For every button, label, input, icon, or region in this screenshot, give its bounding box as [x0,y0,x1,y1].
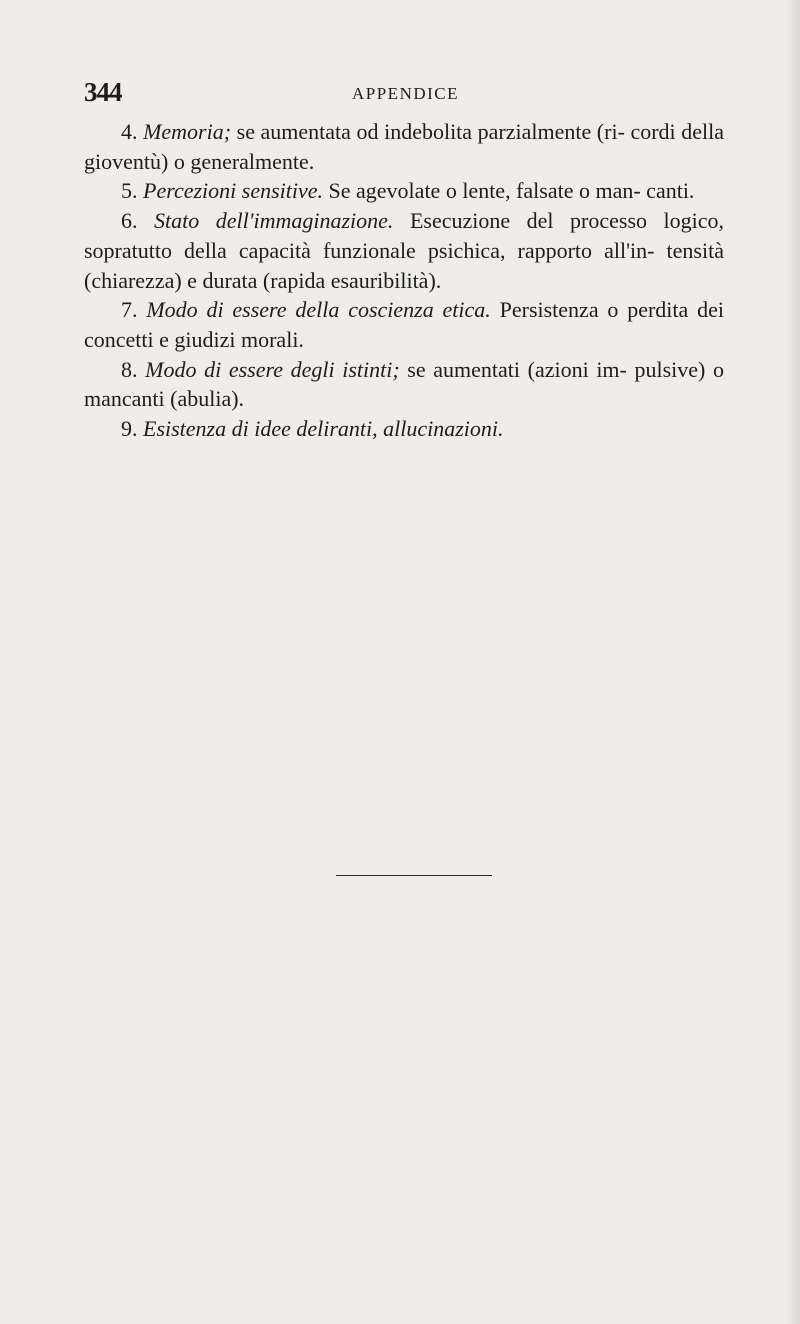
item-text: se aumentata od indebolita parzialmente (ri- cordi della gioventù) o generalmente. [84,119,724,174]
list-item [84,117,724,176]
item-text: Persistenza o perdita dei concetti e giudizi morali. [84,297,724,352]
page-header [84,75,724,109]
list-item [84,176,724,206]
item-text: Esecuzione del processo logico, sopratutto della capacità funzionale psichica, rapporto all'in- tensità (chiarezza) e durata (rapida esauribilità). [84,208,725,293]
item-number: 4. [121,119,138,144]
page-number: 344 [84,77,122,107]
list-item [84,414,724,444]
item-number: 6. [121,208,138,234]
item-title: Modo di essere degli istinti; [145,356,400,382]
item-title: Memoria; [143,119,232,144]
body-text [84,117,724,444]
list-item [84,295,724,354]
list-item [84,355,724,414]
page-edge-shadow [786,0,800,1324]
item-title: Percezioni sensitive. [143,178,324,204]
item-title: Esistenza di idee deliranti, allucinazioni. [143,416,504,442]
item-title: Stato dell'immaginazione. [154,208,394,234]
section-divider [336,875,492,876]
item-text: Se agevolate o lente, falsate o man- canti. [323,178,695,204]
item-number: 9. [121,416,138,442]
item-number: 7. [121,297,138,323]
running-head: APPENDICE [352,84,460,103]
item-title: Modo di essere della coscienza etica. [146,297,491,323]
list-item [84,206,724,295]
item-text: se aumentati (azioni im- pulsive) o mancanti (abulia). [84,356,724,412]
item-number: 5. [121,178,138,204]
item-number: 8. [121,356,138,382]
